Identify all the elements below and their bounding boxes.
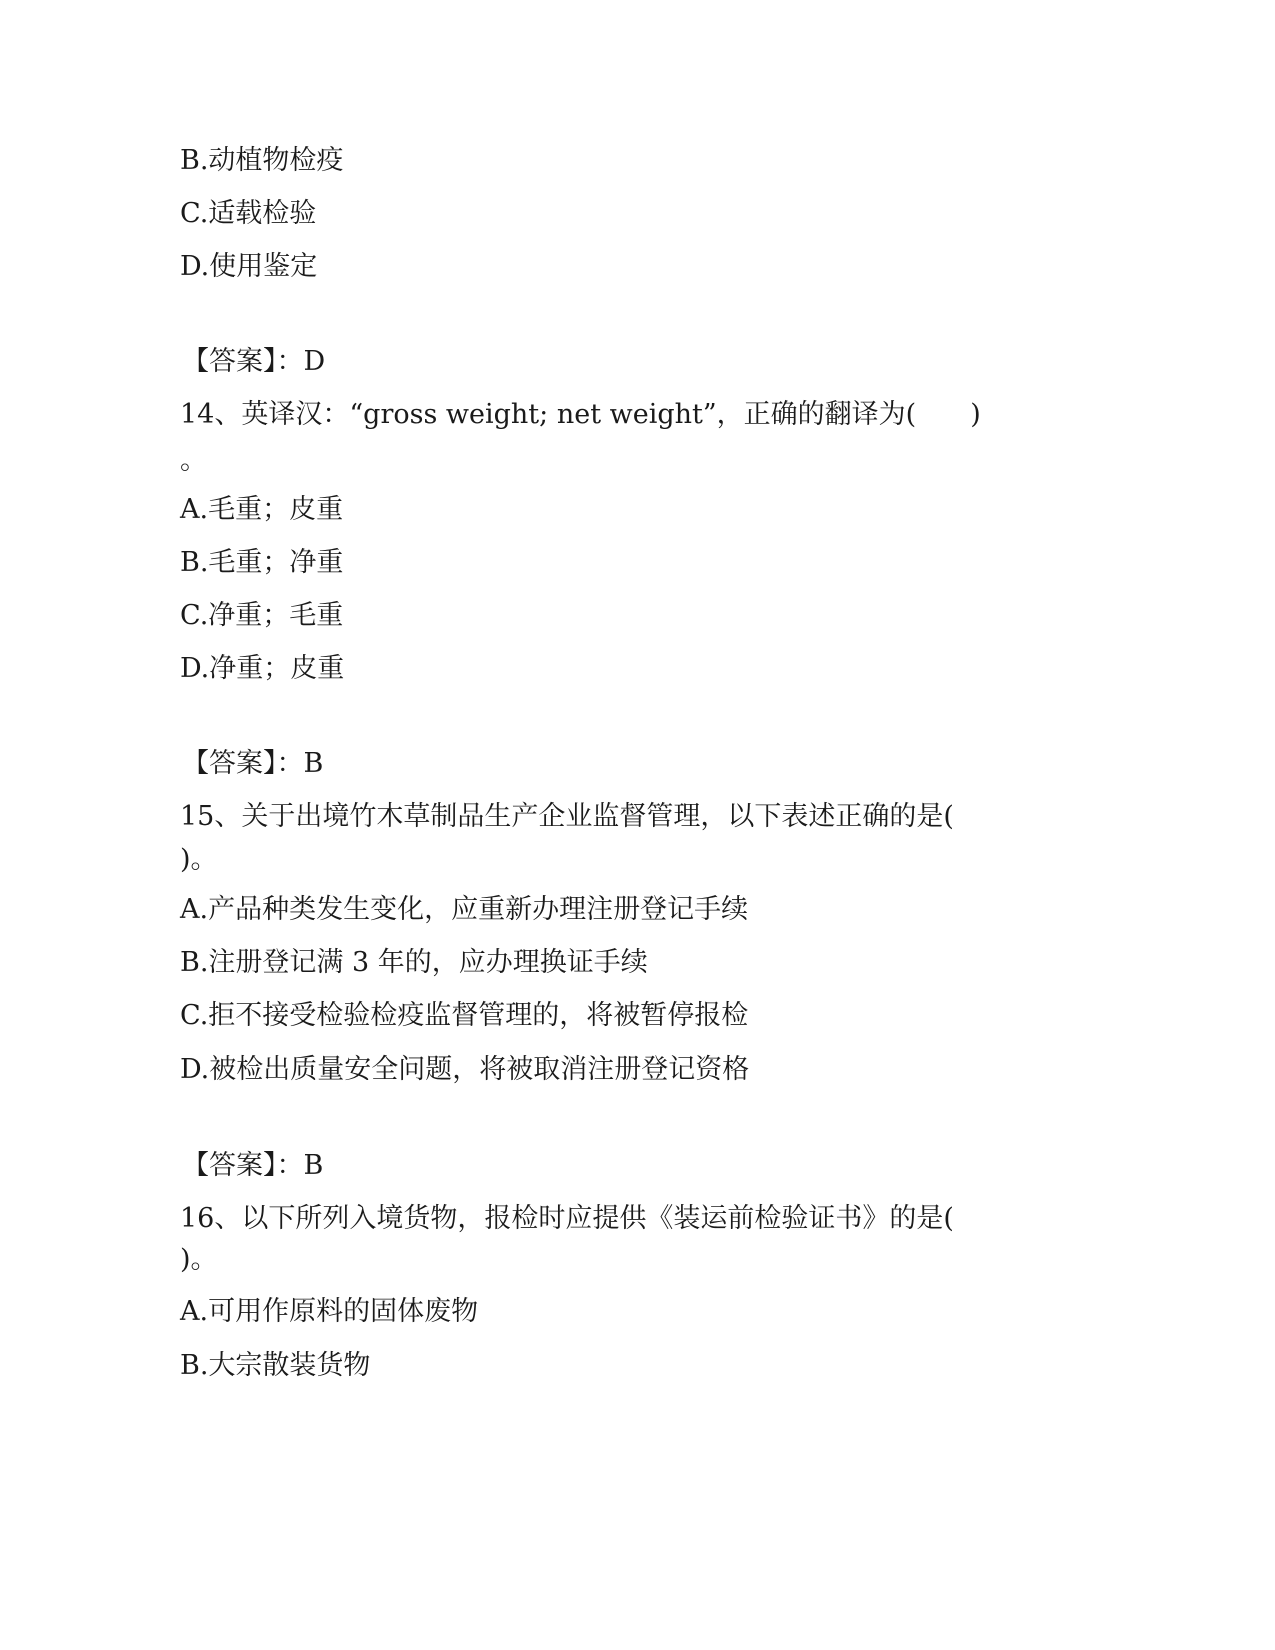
q13-option-d: D.使用鉴定: [180, 251, 318, 282]
q14-answer: 【答案】：B: [182, 748, 324, 779]
q15-question-cont: )。: [180, 844, 218, 875]
q16-question-cont: )。: [180, 1244, 218, 1275]
q15-option-d: D.被检出质量安全问题，将被取消注册登记资格: [180, 1054, 750, 1085]
q15-option-b: B.注册登记满 3 年的，应办理换证手续: [180, 947, 648, 978]
q14-question: 14、英译汉：“gross weight; net weight”，正确的翻译为( ): [180, 399, 981, 430]
q16-option-b: B.大宗散装货物: [180, 1350, 371, 1381]
q13-answer: 【答案】：D: [182, 346, 326, 377]
q14-option-c: C.净重；毛重: [180, 600, 344, 631]
q16-question: 16、以下所列入境货物，报检时应提供《装运前检验证书》的是(: [180, 1203, 954, 1234]
q13-option-b: B.动植物检疫: [180, 145, 344, 176]
q13-option-c: C.适载检验: [180, 198, 317, 229]
q14-option-d: D.净重；皮重: [180, 653, 345, 684]
q15-option-c: C.拒不接受检验检疫监督管理的，将被暂停报检: [180, 1000, 749, 1031]
q15-answer: 【答案】：B: [182, 1150, 324, 1181]
q14-option-b: B.毛重；净重: [180, 547, 344, 578]
q15-option-a: A.产品种类发生变化，应重新办理注册登记手续: [180, 894, 749, 925]
q14-option-a: A.毛重；皮重: [180, 494, 344, 525]
q15-question: 15、关于出境竹木草制品生产企业监督管理，以下表述正确的是(: [180, 801, 954, 832]
q16-option-a: A.可用作原料的固体废物: [180, 1296, 479, 1327]
q14-question-cont: 。: [180, 445, 207, 476]
